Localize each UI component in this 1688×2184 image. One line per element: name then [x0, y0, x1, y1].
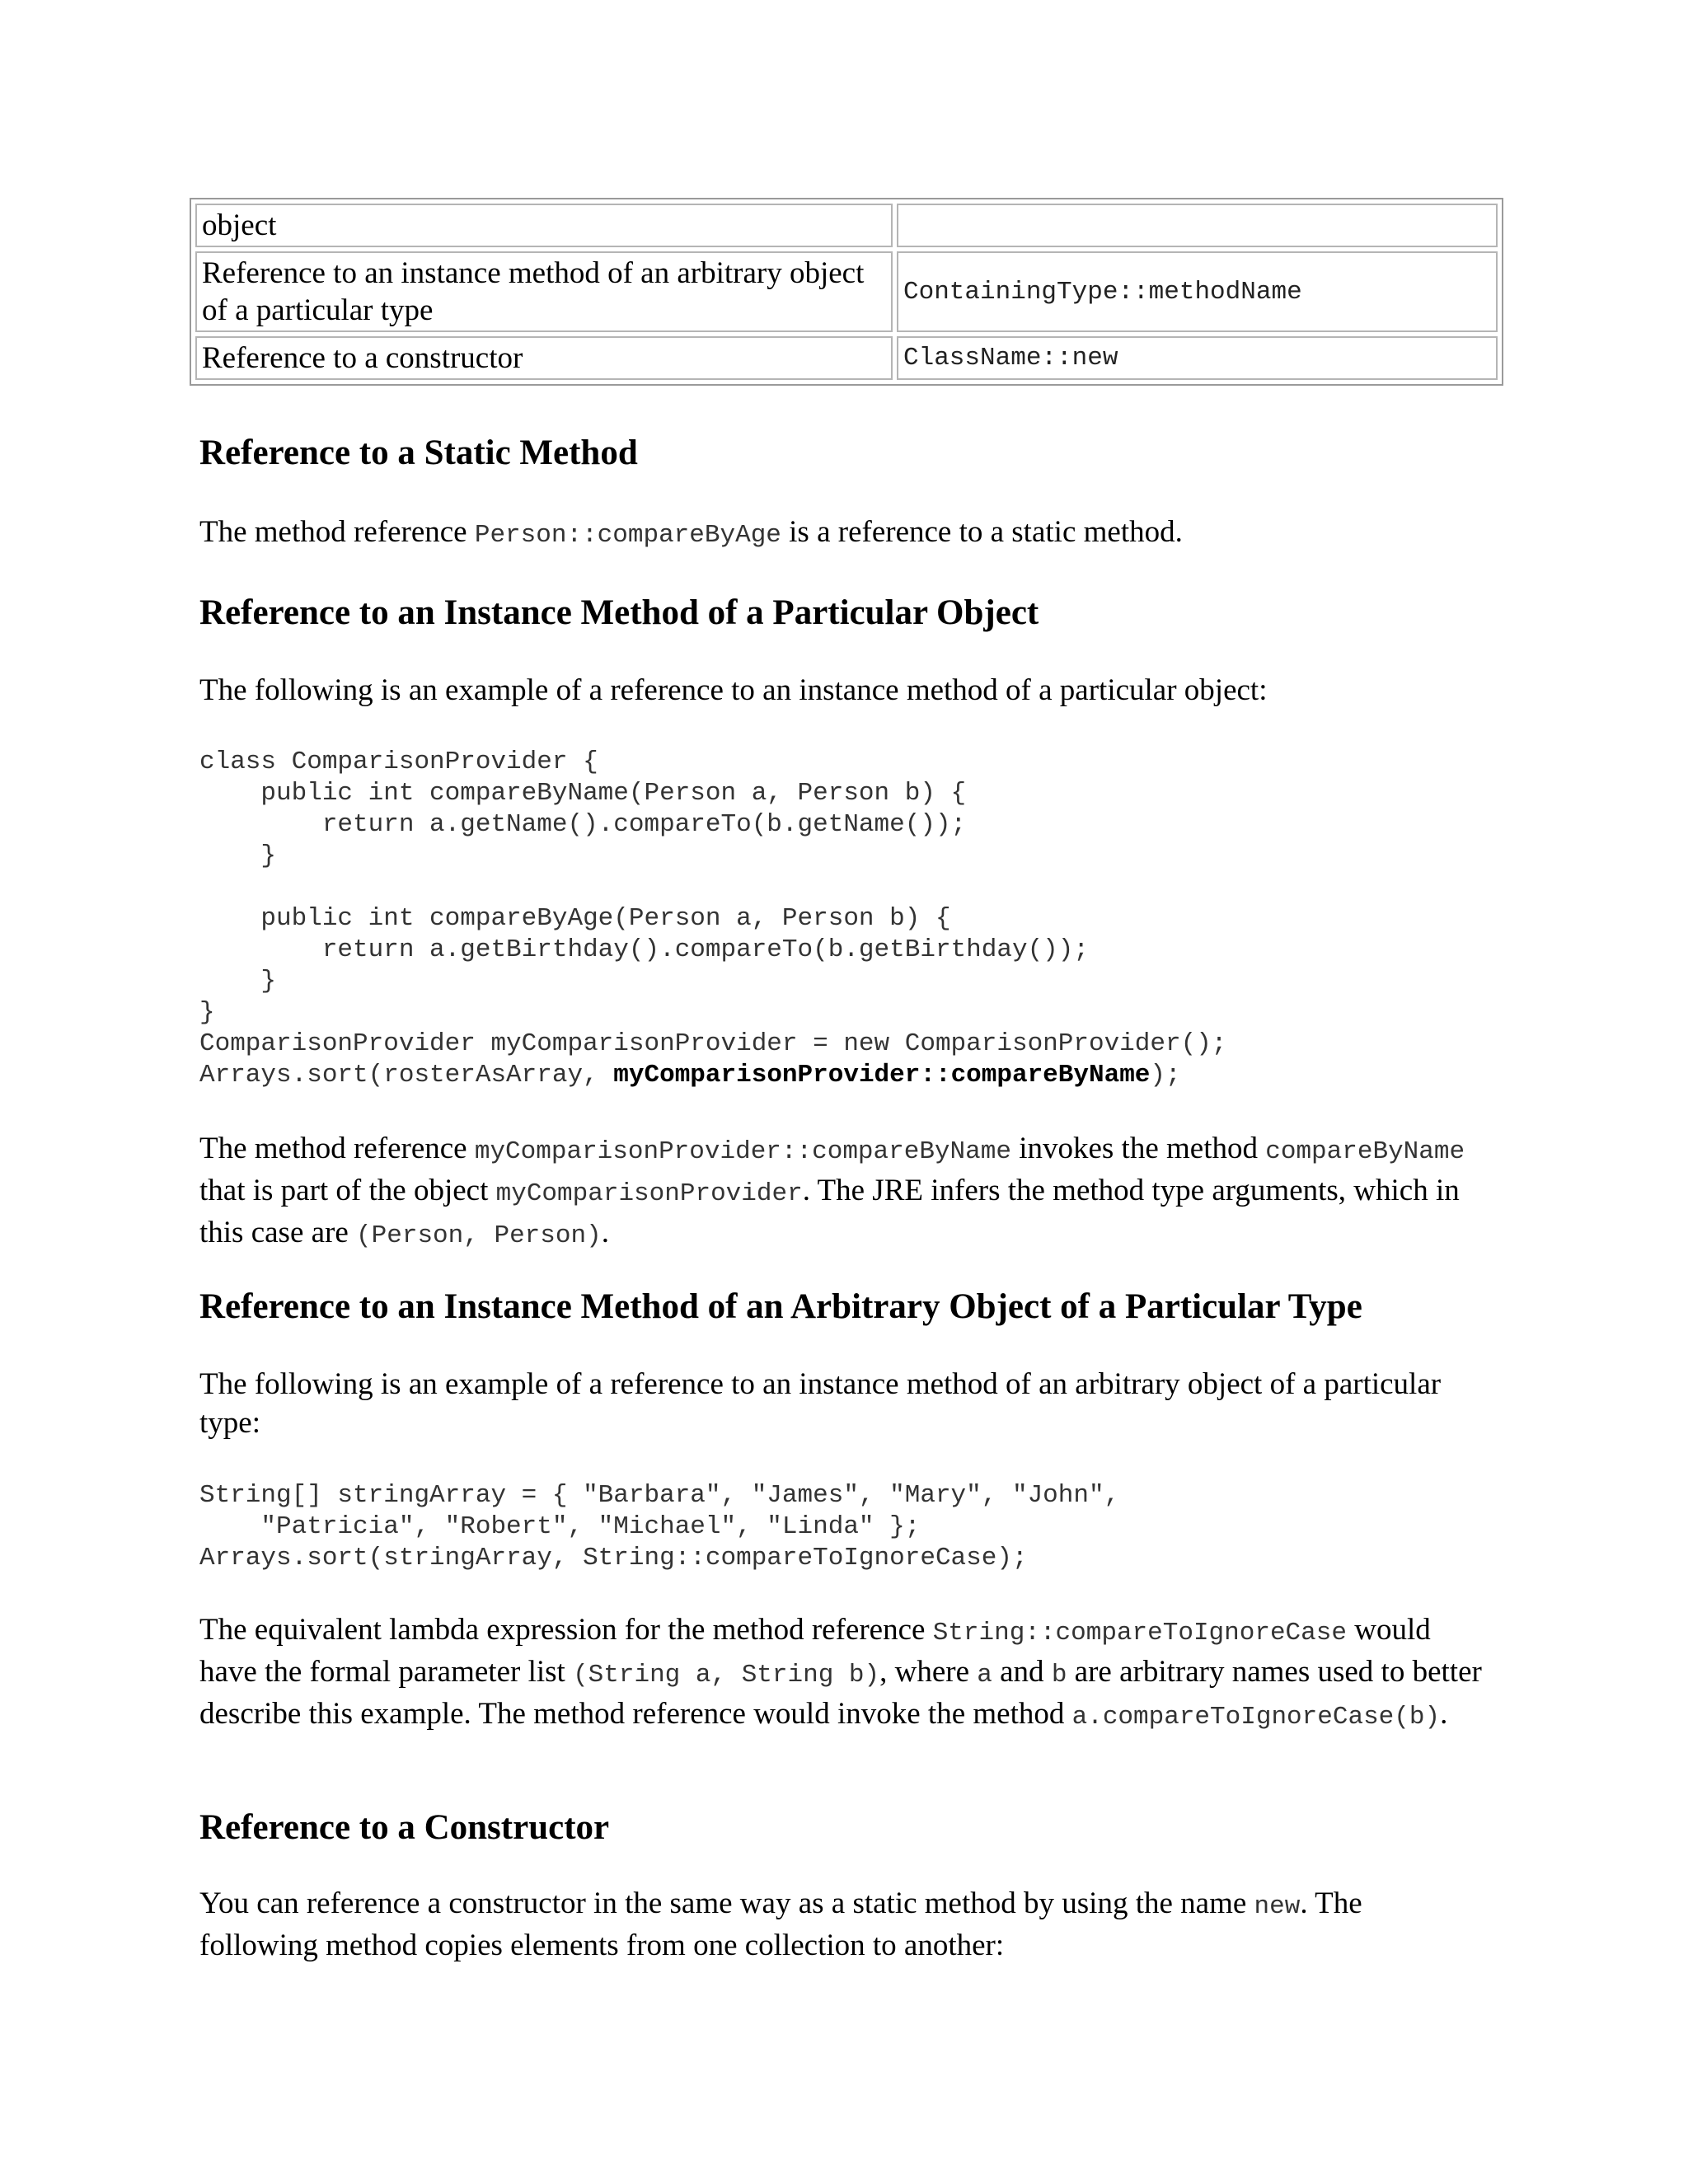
inline-code: a.compareToIgnoreCase(b): [1071, 1703, 1441, 1732]
text-run: .: [601, 1216, 609, 1249]
static-method-paragraph: [199, 513, 1485, 555]
inline-code: Person::compareByAge: [474, 521, 781, 550]
arbitrary-object-intro: The following is an example of a reference to an instance method of an arbitrary object of a particular type:: [199, 1367, 1442, 1440]
arbitrary-object-explanation: [199, 1610, 1485, 1736]
text-run: are arbitrary names used to better describe this example. The method reference would invoke the method: [199, 1655, 1482, 1731]
table-row: [195, 336, 1498, 380]
comparison-provider-code-block: [199, 747, 1485, 1091]
table-cell-syntax: [897, 204, 1498, 247]
inline-code: String::compareToIgnoreCase: [932, 1619, 1347, 1647]
text-run: The method reference: [199, 1132, 475, 1165]
text-run: that is part of the object: [199, 1174, 496, 1207]
code-line: class ComparisonProvider {: [199, 748, 598, 776]
particular-object-explanation: [199, 1129, 1485, 1255]
text-run: The method reference: [199, 515, 475, 549]
code-line: String[] stringArray = { "Barbara", "James", "Mary", "John",: [199, 1481, 1120, 1510]
text-run: . The JRE infers the method type arguments, which in this case are: [199, 1174, 1460, 1249]
heading-particular-object: Reference to an Instance Method of a Particular Object: [199, 593, 1039, 632]
text-run: You can reference a constructor in the same way as a static method by using the name: [199, 1886, 1254, 1920]
particular-object-intro: The following is an example of a reference to an instance method of a particular object:: [199, 673, 1268, 707]
code-line: );: [1150, 1061, 1181, 1090]
code-line: }: [199, 967, 277, 996]
text-run: , where: [879, 1655, 978, 1689]
heading-arbitrary-object: Reference to an Instance Method of an Arbitrary Object of a Particular Type: [199, 1287, 1362, 1326]
string-array-code-block: [199, 1480, 1485, 1574]
code-line: public int compareByAge(Person a, Person b) {: [199, 904, 951, 933]
heading-static-method: Reference to a Static Method: [199, 434, 638, 472]
inline-code: new: [1254, 1892, 1301, 1921]
text-run: .: [1440, 1697, 1448, 1731]
heading-constructor: Reference to a Constructor: [199, 1808, 610, 1847]
table-cell-syntax: ContainingType::methodName: [897, 251, 1498, 332]
code-line: return a.getBirthday().compareTo(b.getBirthday());: [199, 935, 1089, 964]
inline-code: myComparisonProvider: [495, 1179, 803, 1208]
constructor-paragraph: [199, 1884, 1485, 1965]
method-reference-kinds-table: [190, 198, 1503, 386]
text-run: would have the formal parameter list: [199, 1613, 1431, 1689]
text-run: . The following method copies elements from one collection to another:: [199, 1886, 1362, 1962]
inline-code: (Person, Person): [356, 1221, 602, 1250]
table-cell-kind: object: [195, 204, 893, 247]
table-cell-syntax: ClassName::new: [897, 336, 1498, 380]
inline-code: b: [1051, 1661, 1067, 1690]
table-cell-kind: Reference to a constructor: [195, 336, 893, 380]
inline-code: compareByName: [1265, 1137, 1465, 1166]
code-line: ComparisonProvider myComparisonProvider = new ComparisonProvider();: [199, 1029, 1227, 1058]
code-bold: myComparisonProvider::compareByName: [613, 1061, 1151, 1090]
code-line: }: [199, 841, 277, 870]
text-run: is a reference to a static method.: [781, 515, 1183, 549]
table-row: [195, 251, 1498, 332]
code-line: }: [199, 998, 215, 1027]
text-run: invokes the method: [1010, 1132, 1266, 1165]
table-row: [195, 204, 1498, 247]
inline-code: a: [977, 1661, 992, 1690]
text-run: and: [992, 1655, 1052, 1689]
code-line: "Patricia", "Robert", "Michael", "Linda" };: [199, 1512, 921, 1541]
code-line: Arrays.sort(rosterAsArray,: [199, 1061, 614, 1090]
inline-code: (String a, String b): [573, 1661, 880, 1690]
code-line: Arrays.sort(stringArray, String::compareToIgnoreCase);: [199, 1544, 1028, 1572]
inline-code: myComparisonProvider::compareByName: [474, 1137, 1011, 1166]
table-cell-kind: Reference to an instance method of an arbitrary object of a particular type: [195, 251, 893, 332]
code-line: public int compareByName(Person a, Person b) {: [199, 779, 967, 808]
code-line: return a.getName().compareTo(b.getName());: [199, 810, 967, 839]
text-run: The equivalent lambda expression for the method reference: [199, 1613, 933, 1647]
